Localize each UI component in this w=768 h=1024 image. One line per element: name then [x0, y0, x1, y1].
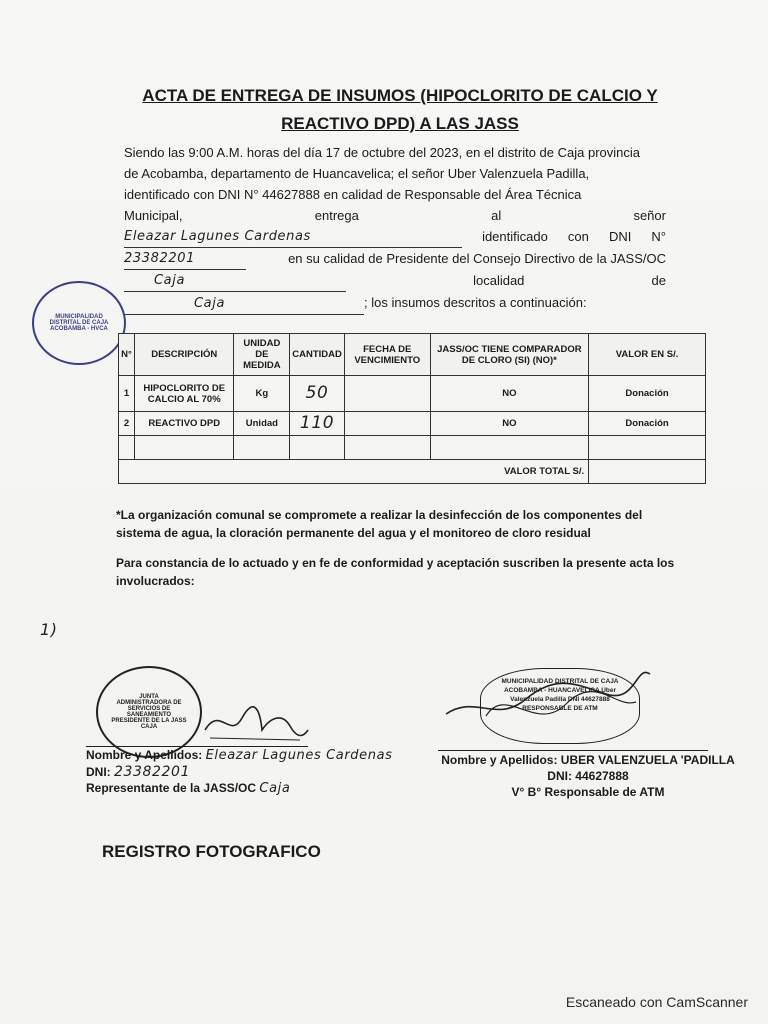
title-line-1: ACTA DE ENTREGA DE INSUMOS (HIPOCLORITO DE CALCIO Y: [142, 86, 658, 105]
commitment-note: *La organización comunal se compromete a realizar la desinfección de los componentes del sistema de agua, la cloración permanente del agua y el monitoreo de cloro residual: [116, 508, 643, 540]
margin-mark: 1): [40, 620, 58, 639]
signature-line-right: [438, 750, 708, 751]
signature-scribble-right: [436, 654, 656, 744]
scanner-watermark: Escaneado con CamScanner: [565, 994, 748, 1010]
title-line-2: REACTIVO DPD) A LAS JASS: [281, 114, 519, 133]
total-label: VALOR TOTAL S/.: [119, 460, 589, 484]
supplies-table: [118, 333, 706, 484]
intro-line-1: Siendo las 9:00 A.M. horas del día 17 de octubre del 2023, en el distrito de Caja provincia: [124, 145, 640, 160]
intro-line-4: Municipal, entrega al señor: [124, 208, 666, 223]
table-row: [119, 436, 706, 460]
municipal-stamp-left: MUNICIPALIDAD DISTRITAL DE CAJA ACOBAMBA - HVCA: [32, 281, 126, 365]
jass-stamp: JUNTA ADMINISTRADORA DE SERVICIOS DE SANEAMIENTO PRESIDENTE DE LA JASS CAJA: [96, 666, 202, 758]
acceptance-note: Para constancia de lo actuado y en fe de conformidad y aceptación suscriben la presente acta los involucrados:: [116, 556, 675, 588]
left-signature-block: Nombre y Apellidos: Eleazar Lagunes Cardenas DNI: 23382201 Representante de la JASS/OC Caja: [86, 748, 393, 796]
intro-line-2: de Acobamba, departamento de Huancavelica; el señor Uber Valenzuela Padilla,: [124, 166, 590, 181]
header-quantity: CANTIDAD: [290, 334, 345, 376]
intro-line-3: identificado con DNI N° 44627888 en calidad de Responsable del Área Técnica: [124, 187, 582, 202]
intro-paragraph: [124, 142, 666, 315]
signer-jass-hand: Caja: [259, 781, 291, 796]
header-description: DESCRIPCIÓN: [134, 334, 234, 376]
header-unit: UNIDAD DE MEDIDA: [234, 334, 290, 376]
signer-dni-hand: 23382201: [114, 764, 191, 780]
handwritten-dni: 23382201: [124, 248, 246, 270]
table-row: 1 HIPOCLORITO DE CALCIO AL 70% Kg 50 NO Donación: [119, 376, 706, 412]
atm-stamp: MUNICIPALIDAD DISTRITAL DE CAJA ACOBAMBA - HUANCAVELICA Uber Valenzuela Padilla DNI 44627888 RESPONSABLE DE ATM: [480, 668, 640, 744]
intro-line-6: 23382201 en su calidad de Presidente del Consejo Directivo de la JASS/OC: [124, 248, 666, 270]
signature-scribble-left: [200, 700, 310, 746]
header-number: N°: [119, 334, 135, 376]
table-total-row: [119, 460, 706, 484]
right-signature-block: Nombre y Apellidos: UBER VALENZUELA 'PADILLA DNI: 44627888 V° B° Responsable de ATM: [441, 753, 735, 799]
section-title-photo: REGISTRO FOTOGRAFICO: [102, 842, 321, 861]
intro-line-8: Caja ; los insumos descritos a continuación:: [124, 292, 666, 315]
table-header-row: [119, 334, 706, 376]
header-value: VALOR EN S/.: [589, 334, 706, 376]
header-comparator: JASS/OC TIENE COMPARADOR DE CLORO (SI) (NO)*: [430, 334, 589, 376]
table-row: 2 REACTIVO DPD Unidad 110 NO Donación: [119, 412, 706, 436]
header-expiry: FECHA DE VENCIMIENTO: [344, 334, 430, 376]
signer-name-hand: Eleazar Lagunes Cardenas: [205, 748, 393, 763]
handwritten-name: Eleazar Lagunes Cardenas: [124, 226, 462, 248]
document-title: [120, 82, 680, 138]
intro-line-7: Caja localidad de: [124, 270, 666, 292]
intro-line-5: Eleazar Lagunes Cardenas identificado con DNI N°: [124, 226, 666, 248]
handwritten-locality: Caja: [124, 293, 364, 315]
handwritten-jass: Caja: [124, 270, 346, 292]
